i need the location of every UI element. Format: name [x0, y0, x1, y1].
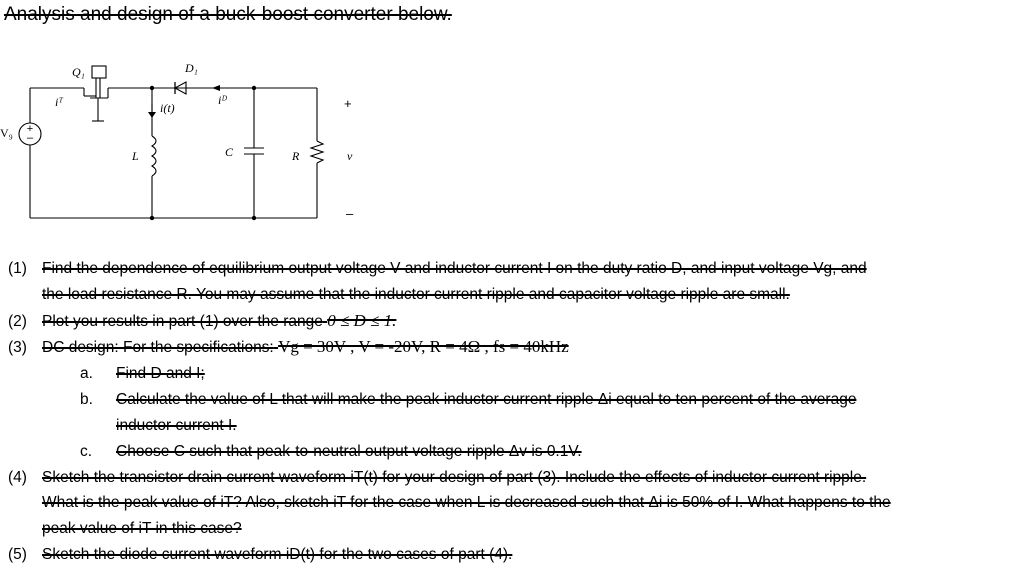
vg-label: V₉ — [0, 126, 13, 140]
svg-text:+: + — [26, 123, 34, 135]
resistor-label: R — [292, 149, 300, 163]
question-5-number: (5) — [8, 546, 27, 563]
d1-label: D₁ — [185, 61, 198, 75]
question-3a: a. Find D and I; — [80, 365, 205, 382]
capacitor-label: C — [225, 145, 234, 159]
svg-text:–: – — [26, 132, 34, 144]
output-voltage-label: v — [347, 149, 353, 163]
i-t-label: i(t) — [160, 101, 175, 115]
question-1-line-1: (1) Find the dependence of equilibrium output voltage V and inductor current I on the duty ratio D, and input voltage Vg, and — [8, 256, 867, 282]
id-label: iᴰ — [218, 93, 228, 107]
question-3: (3) DC design: For the specifications: Vg = 30V , V = -20V, R = 4Ω , fs = 40kHz — [8, 334, 569, 361]
question-3b-line-2: inductor current I. — [116, 417, 237, 434]
it-label: iᵀ — [55, 95, 63, 109]
question-4-number: (4) — [8, 469, 27, 486]
question-4-line-2: What is the peak value of iT? Also, sketch iT for the case when L is decreased such that Δi is 50% of I. What happens to the — [42, 494, 891, 511]
minus-sign: – — [346, 206, 354, 221]
question-1-line-2: the load resistance R. You may assume that the inductor current ripple and capacitor voltage ripple are small. — [42, 286, 790, 303]
question-1-number: (1) — [8, 260, 27, 277]
question-3b-line-1: b. Calculate the value of L that will make the peak inductor current ripple Δi equal to ten percent of the average — [80, 391, 857, 408]
buck-boost-circuit-diagram — [0, 36, 380, 236]
question-2-number: (2) — [8, 313, 27, 330]
question-2-math: 0 ≤ D ≤ 1. — [327, 311, 397, 330]
page-title: Analysis and design of a buck-boost converter below. — [4, 4, 452, 25]
question-5: (5) Sketch the diode current waveform iD(t) for the two cases of part (4). — [8, 542, 512, 568]
question-3-specs: Vg = 30V , V = -20V, R = 4Ω , fs = 40kHz — [278, 337, 569, 356]
question-4-line-3: peak value of iT in this case? — [42, 520, 242, 537]
question-2: (2) Plot you results in part (1) over the range 0 ≤ D ≤ 1. — [8, 308, 396, 335]
inductor-label: L — [132, 149, 139, 163]
question-3-number: (3) — [8, 339, 27, 356]
question-3c: c. Choose C such that peak-to-neutral output voltage ripple Δv is 0.1V. — [80, 443, 582, 460]
q1-label: Q₁ — [72, 65, 85, 79]
plus-sign: + — [344, 96, 352, 111]
question-4-line-1: (4) Sketch the transistor drain current waveform iT(t) for your design of part (3). Include the effects of inductor current ripple. — [8, 465, 866, 491]
